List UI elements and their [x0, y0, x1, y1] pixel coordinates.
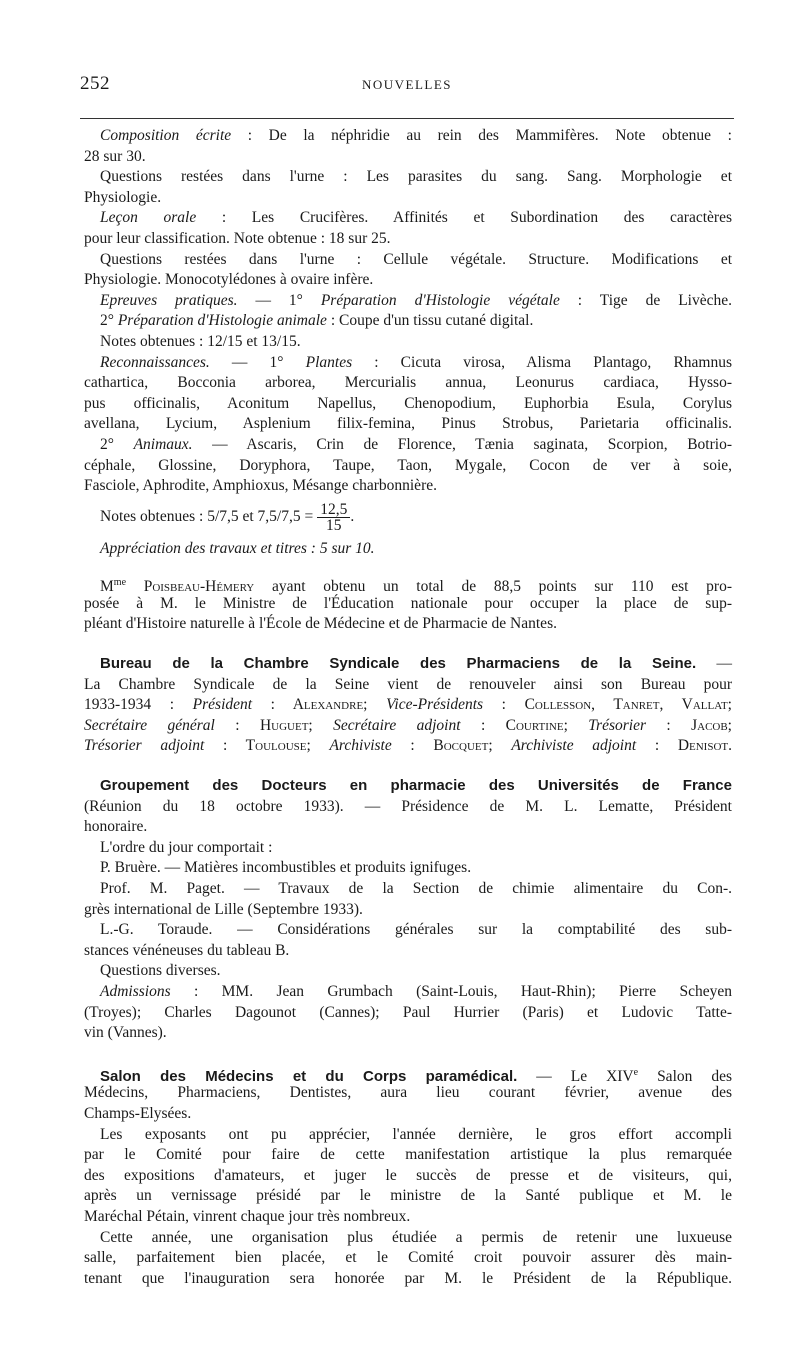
- reconnaissances-line: pus officinalis, Aconitum Napellus, Chenopodium, Euphorbia Esula, Corylus: [84, 394, 732, 412]
- reconnaissances-line: cathartica, Bocconia arborea, Mercurialis annua, Leonurus cardiaca, Hysso-: [84, 374, 732, 392]
- bureau-line: Secrétaire général : Huguet; Secrétaire adjoint : Courtine; Trésorier : Jacob;: [84, 716, 732, 734]
- header-rule: [80, 118, 734, 119]
- salon-line: tenant que l'inauguration sera honorée par M. le Président de la République.: [84, 1269, 732, 1287]
- questions-line: Questions restées dans l'urne : Les parasites du sang. Sang. Morphologie et: [100, 168, 732, 186]
- agenda-item: P. Bruère. — Matières incombustibles et produits ignifuges.: [100, 859, 472, 877]
- questions-line: Physiologie.: [84, 188, 162, 206]
- poisbeau-line: pléant d'Histoire naturelle à l'École de Médecine et de Pharmacie de Nantes.: [84, 615, 557, 633]
- salon-heading: Salon des Médecins et du Corps paramédical. — Le XIVe Salon des: [100, 1066, 732, 1085]
- agenda-item: L.-G. Toraude. — Considérations générales sur la comptabilité des sub-: [100, 921, 732, 939]
- reconnaissances-line: Reconnaissances. — 1° Plantes : Cicuta virosa, Alisma Plantago, Rhamnus: [100, 353, 732, 371]
- admissions-label: Admissions: [100, 982, 171, 1000]
- article-body: [84, 126, 732, 1289]
- section-title: Groupement des Docteurs en pharmacie des Universités de France: [100, 777, 732, 795]
- page-number: 252: [80, 73, 110, 94]
- lecon-line: Leçon orale : Les Crucifères. Affinités et Subordination des caractères: [100, 209, 732, 227]
- animaux-line: 2° Animaux. — Ascaris, Crin de Florence, Tænia saginata, Scorpion, Botrio-: [100, 435, 732, 453]
- animaux-line: céphale, Glossine, Doryphora, Taupe, Taon, Mygale, Cocon de ver à soie,: [84, 456, 732, 474]
- animaux-line: Fasciole, Aphrodite, Amphioxus, Mésange charbonnière.: [84, 477, 437, 495]
- notes-fraction: [317, 502, 350, 533]
- salon-line: Cette année, une organisation plus étudiée a permis de retenir une luxueuse: [100, 1228, 732, 1246]
- reconnaissances-label: Reconnaissances.: [100, 353, 210, 371]
- notes-obtenues: Notes obtenues : 5/7,5 et 7,5/7,5 = $\frac{12,5}{15}$ .: [100, 501, 355, 535]
- person-name: Poisbeau-Hémery: [126, 578, 255, 596]
- bureau-line: La Chambre Syndicale de la Seine vient de renouveler ainsi son Bureau pour: [84, 675, 732, 693]
- questions-line: Questions restées dans l'urne : Cellule végétale. Structure. Modifications et: [100, 250, 732, 268]
- groupement-line: L'ordre du jour comportait :: [100, 838, 273, 856]
- groupement-line: honoraire.: [84, 818, 148, 836]
- composition-line: Composition écrite : De la néphridie au rein des Mammifères. Note obtenue :: [100, 127, 732, 144]
- epreuves-notes: Notes obtenues : 12/15 et 13/15.: [100, 332, 301, 350]
- groupement-line: (Réunion du 18 octobre 1933). — Présidence de M. L. Lematte, Président: [84, 797, 732, 815]
- lecon-line: pour leur classification. Note obtenue : 18 sur 25.: [84, 229, 391, 247]
- salon-line: salle, parfaitement bien placée, et le Comité croit pouvoir assurer dès main-: [84, 1249, 732, 1267]
- admissions-line: vin (Vannes).: [84, 1024, 167, 1042]
- bureau-line: 1933-1934 : Président : Alexandre; Vice-Présidents : Collesson, Tanret, Vallat;: [84, 696, 732, 714]
- epreuves-label: Epreuves pratiques.: [100, 291, 238, 309]
- admissions-line: (Troyes); Charles Dagounot (Cannes); Paul Hurrier (Paris) et Ludovic Tatte-: [84, 1003, 732, 1021]
- questions-line: Physiologie. Monocotylédones à ovaire infère.: [84, 271, 374, 289]
- agenda-item: Questions diverses.: [100, 962, 221, 980]
- salon-line: Champs-Elysées.: [84, 1104, 192, 1122]
- composition-label: Composition écrite: [100, 127, 232, 144]
- epreuves-line: 2° Préparation d'Histologie animale : Coupe d'un tissu cutané digital.: [100, 312, 534, 330]
- lecon-label: Leçon orale: [100, 209, 197, 227]
- salon-line: des expositions d'amateurs, et juger le succès de presse et de visiteurs, qui,: [84, 1166, 732, 1184]
- epreuves-line: Epreuves pratiques. — 1° Préparation d'Histologie végétale : Tige de Livèche.: [100, 291, 732, 309]
- fraction-numerator: 12,5: [317, 502, 350, 518]
- section-title: Bureau de la Chambre Syndicale des Pharmaciens de la Seine.: [100, 655, 697, 673]
- fraction-denominator: 15: [326, 517, 342, 535]
- agenda-item: stances vénéneuses du tableau B.: [84, 941, 290, 959]
- bureau-heading: Bureau de la Chambre Syndicale des Pharmaciens de la Seine. —: [100, 655, 733, 673]
- section-title: Salon des Médecins et du Corps paramédical.: [100, 1067, 518, 1085]
- salon-line: Maréchal Pétain, vinrent chaque jour très nombreux.: [84, 1207, 411, 1225]
- bureau-line: Trésorier adjoint : Toulouse; Archiviste : Bocquet; Archiviste adjoint : Denisot.: [84, 737, 732, 755]
- animaux-label: Animaux.: [133, 435, 193, 453]
- appreciation: Appréciation des travaux et titres : 5 sur 10.: [100, 539, 375, 557]
- salon-line: Les exposants ont pu apprécier, l'année dernière, le gros effort accompli: [100, 1125, 732, 1143]
- running-title: NOUVELLES: [361, 77, 453, 92]
- poisbeau-line: posée à M. le Ministre de l'Éducation nationale pour occuper la place de sup-: [84, 594, 732, 612]
- composition-line: 28 sur 30.: [84, 147, 146, 165]
- admissions-line: Admissions : MM. Jean Grumbach (Saint-Louis, Haut-Rhin); Pierre Scheyen: [100, 982, 732, 1000]
- groupement-heading: [84, 776, 732, 797]
- agenda-item: Prof. M. Paget. — Travaux de la Section de chimie alimentaire du Con-.: [100, 880, 732, 897]
- salon-line: après un vernissage présidé par le ministre de la Santé publique et M. le: [84, 1187, 732, 1205]
- salon-line: Médecins, Pharmaciens, Dentistes, aura lieu courant février, avenue des: [84, 1084, 732, 1102]
- salon-line: par le Comité pour faire de cette manifestation artistique la plus remarquée: [84, 1146, 732, 1164]
- reconnaissances-line: avellana, Lycium, Asplenium filix-femina, Pinus Strobus, Parietaria officinalis.: [84, 415, 732, 433]
- poisbeau-line: $M^{me}$ Poisbeau-Hémery ayant obtenu un total de 88,5 points sur 110 est pro-: [100, 577, 732, 596]
- agenda-item: grès international de Lille (Septembre 1933).: [84, 900, 363, 918]
- page-header: [80, 73, 734, 101]
